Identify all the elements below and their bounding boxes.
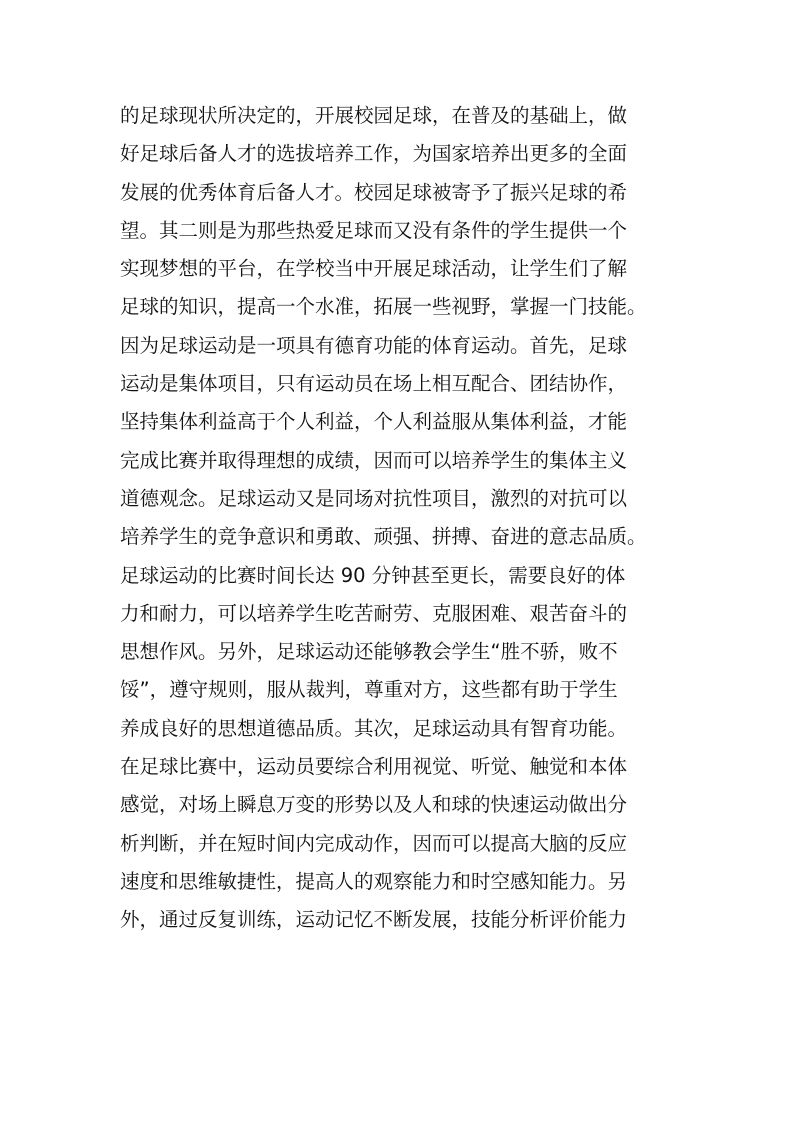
- text-line: 好足球后备人才的选拔培养工作，为国家培养出更多的全面: [120, 142, 628, 166]
- text-line: 析判断，并在短时间内完成动作，因而可以提高大脑的反应: [120, 831, 628, 855]
- text-line: 馁”，遵守规则，服从裁判，尊重对方，这些都有助于学生: [120, 678, 618, 702]
- text-line: 思想作风。另外，足球运动还能够教会学生“胜不骄，败不: [120, 640, 618, 664]
- text-line: 在足球比赛中，运动员要综合利用视觉、听觉、触觉和本体: [120, 755, 628, 779]
- text-line: 养成良好的思想道德品质。其次，足球运动具有智育功能。: [120, 716, 628, 740]
- text-line: 培养学生的竞争意识和勇敢、顽强、拼搏、奋进的意志品质。: [120, 525, 647, 549]
- text-line: 坚持集体利益高于个人利益，个人利益服从集体利益，才能: [120, 410, 628, 434]
- text-line: 实现梦想的平台，在学校当中开展足球活动，让学生们了解: [120, 257, 628, 281]
- text-line: 完成比赛并取得理想的成绩，因而可以培养学生的集体主义: [120, 448, 628, 472]
- text-line: 外，通过反复训练，运动记忆不断发展，技能分析评价能力: [120, 908, 628, 932]
- text-line: 足球的知识，提高一个水准，拓展一些视野，掌握一门技能。: [120, 295, 647, 319]
- text-line: 运动是集体项目，只有运动员在场上相互配合、团结协作，: [120, 372, 628, 396]
- text-line: 发展的优秀体育后备人才。校园足球被寄予了振兴足球的希: [120, 180, 628, 204]
- text-line: 望。其二则是为那些热爱足球而又没有条件的学生提供一个: [120, 218, 628, 242]
- text-line: 因为足球运动是一项具有德育功能的体育运动。首先，足球: [120, 333, 628, 357]
- text-line: 感觉，对场上瞬息万变的形势以及人和球的快速运动做出分: [120, 793, 628, 817]
- text-line: 速度和思维敏捷性，提高人的观察能力和时空感知能力。另: [120, 869, 628, 893]
- text-line: 足球运动的比赛时间长达 90 分钟甚至更长，需要良好的体: [120, 563, 626, 587]
- text-line: 的足球现状所决定的，开展校园足球，在普及的基础上，做: [120, 104, 628, 127]
- body-text: [120, 97, 690, 940]
- text-line: 道德观念。足球运动又是同场对抗性项目，激烈的对抗可以: [120, 486, 628, 510]
- text-line: 力和耐力，可以培养学生吃苦耐劳、克服困难、艰苦奋斗的: [120, 601, 628, 625]
